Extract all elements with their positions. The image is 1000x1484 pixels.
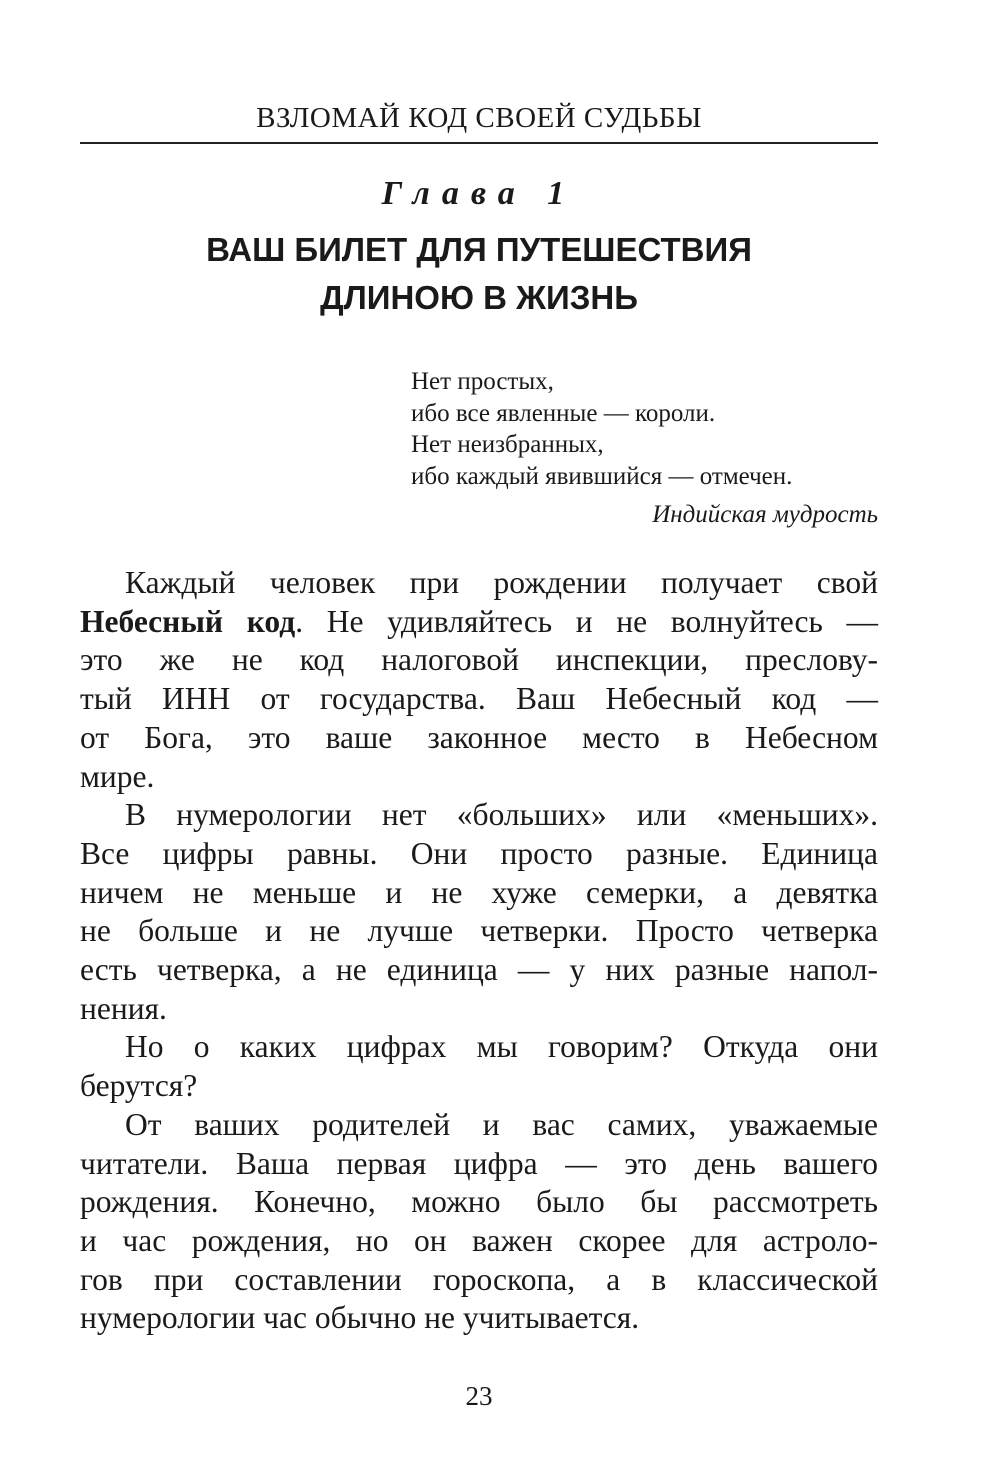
- text-line: нумерологии час обычно не учитывается.: [80, 1300, 640, 1336]
- chapter-title-line: ДЛИНОЮ В ЖИЗНЬ: [320, 279, 638, 316]
- page-number: 23: [465, 1381, 493, 1411]
- text-line: берутся?: [80, 1068, 198, 1104]
- text-line: Но о каких цифрах мы говорим? Откуда они: [125, 1029, 878, 1065]
- text-line: и час рождения, но он важен скорее для астроло-: [80, 1222, 878, 1258]
- text-line: Каждый человек при рождении получает свой: [125, 565, 878, 600]
- epigraph-line: ибо каждый явившийся — отмечен.: [411, 462, 793, 490]
- paragraph: [80, 1028, 878, 1105]
- text-line: читатели. Ваша первая цифра — это день вашего: [80, 1145, 878, 1181]
- text-line: ничем не меньше и не хуже семерки, а девятка: [80, 874, 878, 910]
- text-line: есть четверка, а не единица — у них разные напол-: [80, 952, 878, 988]
- chapter-title: [80, 226, 878, 322]
- text-line: гов при составлении гороскопа, а в классической: [80, 1261, 878, 1297]
- chapter-label: Глава 1: [381, 175, 577, 212]
- header-rule: [80, 142, 878, 144]
- text-line: От ваших родителей и вас самих, уважаемые: [125, 1106, 878, 1142]
- paragraph: [80, 796, 878, 1028]
- text-line: мире.: [80, 758, 155, 794]
- epigraph-line: Нет простых,: [411, 368, 554, 395]
- text-line: Все цифры равны. Они просто разные. Единица: [80, 835, 878, 871]
- epigraph-line: Нет неизбранных,: [411, 431, 604, 458]
- chapter-title-line: ВАШ БИЛЕТ ДЛЯ ПУТЕШЕСТВИЯ: [206, 231, 752, 268]
- text-line: нения.: [80, 990, 167, 1026]
- text-line: от Бога, это ваше законное место в Небесном: [80, 719, 878, 755]
- paragraph: [80, 1106, 878, 1338]
- epigraph-source: Индийская мудрость: [652, 501, 878, 528]
- text-line: [80, 603, 878, 642]
- text-line: не больше и не лучше четверки. Просто четверка: [80, 913, 878, 949]
- text-line: тый ИНН от государства. Ваш Небесный код —: [80, 681, 878, 717]
- text-line: это же не код налоговой инспекции, преслову-: [80, 642, 878, 678]
- text-line: рождения. Конечно, можно было бы рассмотреть: [80, 1184, 878, 1220]
- paragraph: [80, 564, 878, 796]
- text-line: В нумерологии нет «больших» или «меньших».: [125, 797, 878, 833]
- epigraph-line: ибо все явленные — короли.: [411, 399, 716, 427]
- running-head: ВЗЛОМАЙ КОД СВОЕЙ СУДЬБЫ: [256, 102, 702, 134]
- text-fragment: . Не удивляйтесь и не волнуйтесь —: [295, 603, 878, 639]
- epigraph: [411, 366, 878, 531]
- body-text: [80, 564, 878, 1338]
- bold-term: Небесный код: [80, 603, 296, 639]
